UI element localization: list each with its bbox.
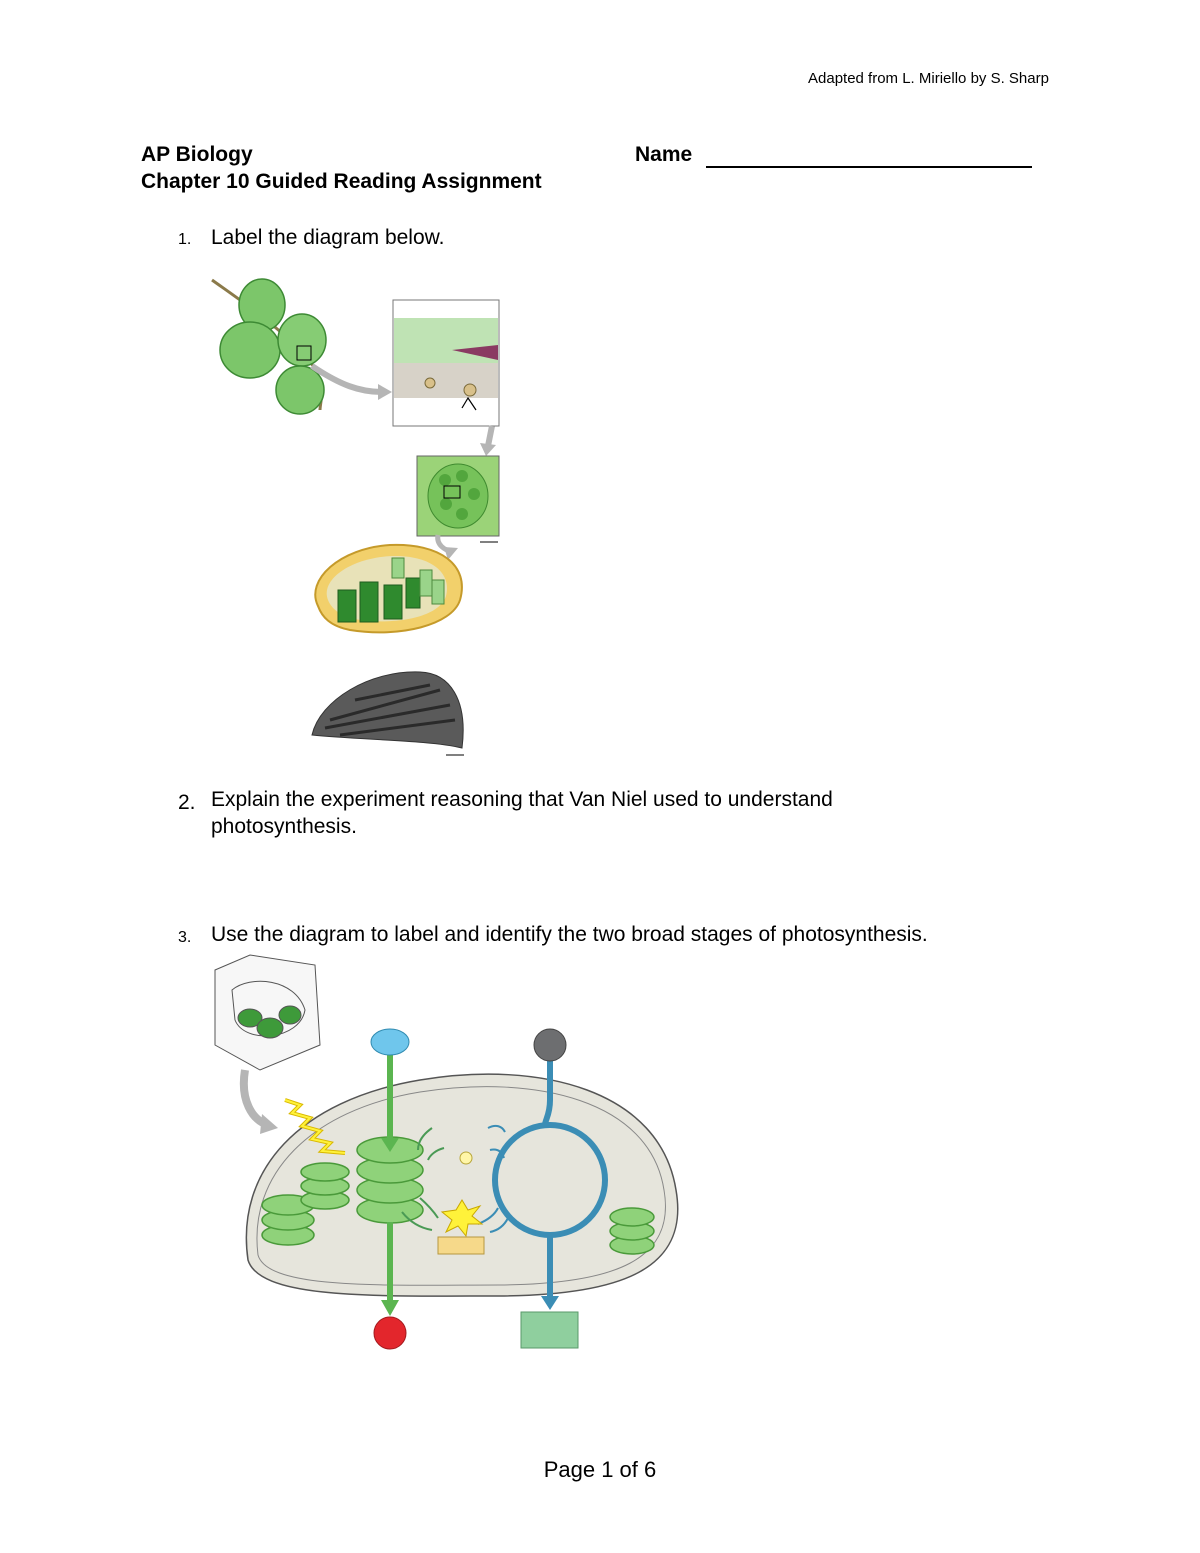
output-sugar-box bbox=[521, 1312, 578, 1348]
blank-label-box bbox=[438, 1237, 484, 1254]
question-3-text: Use the diagram to label and identify the two broad stages of photosynthesis. bbox=[211, 923, 928, 946]
credit-note: Adapted from L. Miriello by S. Sharp bbox=[808, 70, 1049, 87]
question-2-text-line1: Explain the experiment reasoning that Van Niel used to understand bbox=[211, 788, 833, 811]
course-title: AP Biology bbox=[141, 143, 253, 166]
output-oxygen-circle bbox=[374, 1317, 406, 1349]
leaf-cell-sketch bbox=[215, 955, 320, 1070]
name-label: Name bbox=[635, 143, 693, 166]
question-1-number: 1. bbox=[178, 231, 192, 248]
input-water-oval bbox=[371, 1029, 409, 1055]
question-2-text-line2: photosynthesis. bbox=[211, 815, 357, 838]
question-3-number: 3. bbox=[178, 929, 192, 946]
page-number: Page 1 of 6 bbox=[543, 1457, 657, 1482]
question-2-number: 2. bbox=[178, 791, 196, 814]
assignment-title: Chapter 10 Guided Reading Assignment bbox=[141, 170, 542, 193]
small-molecule bbox=[460, 1152, 472, 1164]
input-co2-circle bbox=[534, 1029, 566, 1061]
question-1-text: Label the diagram below. bbox=[211, 226, 445, 249]
